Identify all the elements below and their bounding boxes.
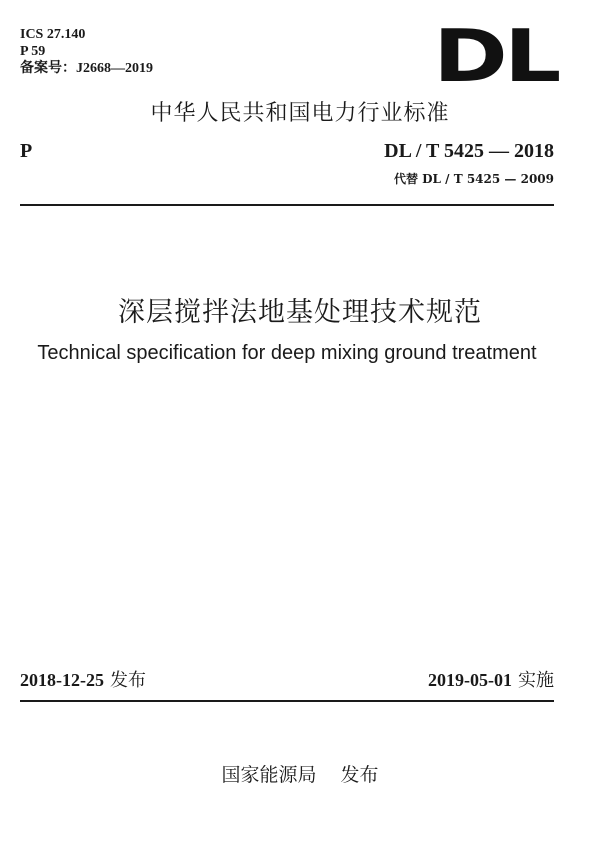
standard-number: DL / T 5425 — 2018 (384, 140, 554, 162)
issue-date-line (20, 666, 146, 692)
dl-logo: DL (433, 14, 558, 98)
industry-standard-title: 中华人民共和国电力行业标准 (150, 101, 450, 126)
ccs-code: P 59 (20, 44, 46, 59)
issuer-name: 国家能源局 (221, 764, 317, 786)
implementation-label: 实施 (518, 670, 554, 691)
record-number: 备案号：J2668—2019 (20, 61, 153, 76)
issue-label: 发布 (110, 670, 146, 691)
ics-code: ICS 27.140 (20, 27, 86, 42)
bottom-divider (20, 700, 554, 702)
issuer-label: 发布 (340, 764, 379, 786)
title-english: Technical specification for deep mixing ground treatment (37, 342, 537, 364)
issue-date: 2018-12-25 (20, 670, 104, 690)
issuer-line (0, 760, 600, 787)
category-code: P (20, 140, 33, 162)
top-divider (20, 204, 554, 206)
classification-block (20, 26, 153, 77)
title-chinese: 深层搅拌法地基处理技术规范 (118, 297, 482, 328)
implementation-date: 2019-05-01 (428, 670, 512, 690)
replaces-standard: 代替 DL / T 5425 — 2009 (393, 172, 554, 186)
implementation-date-line (428, 666, 554, 692)
